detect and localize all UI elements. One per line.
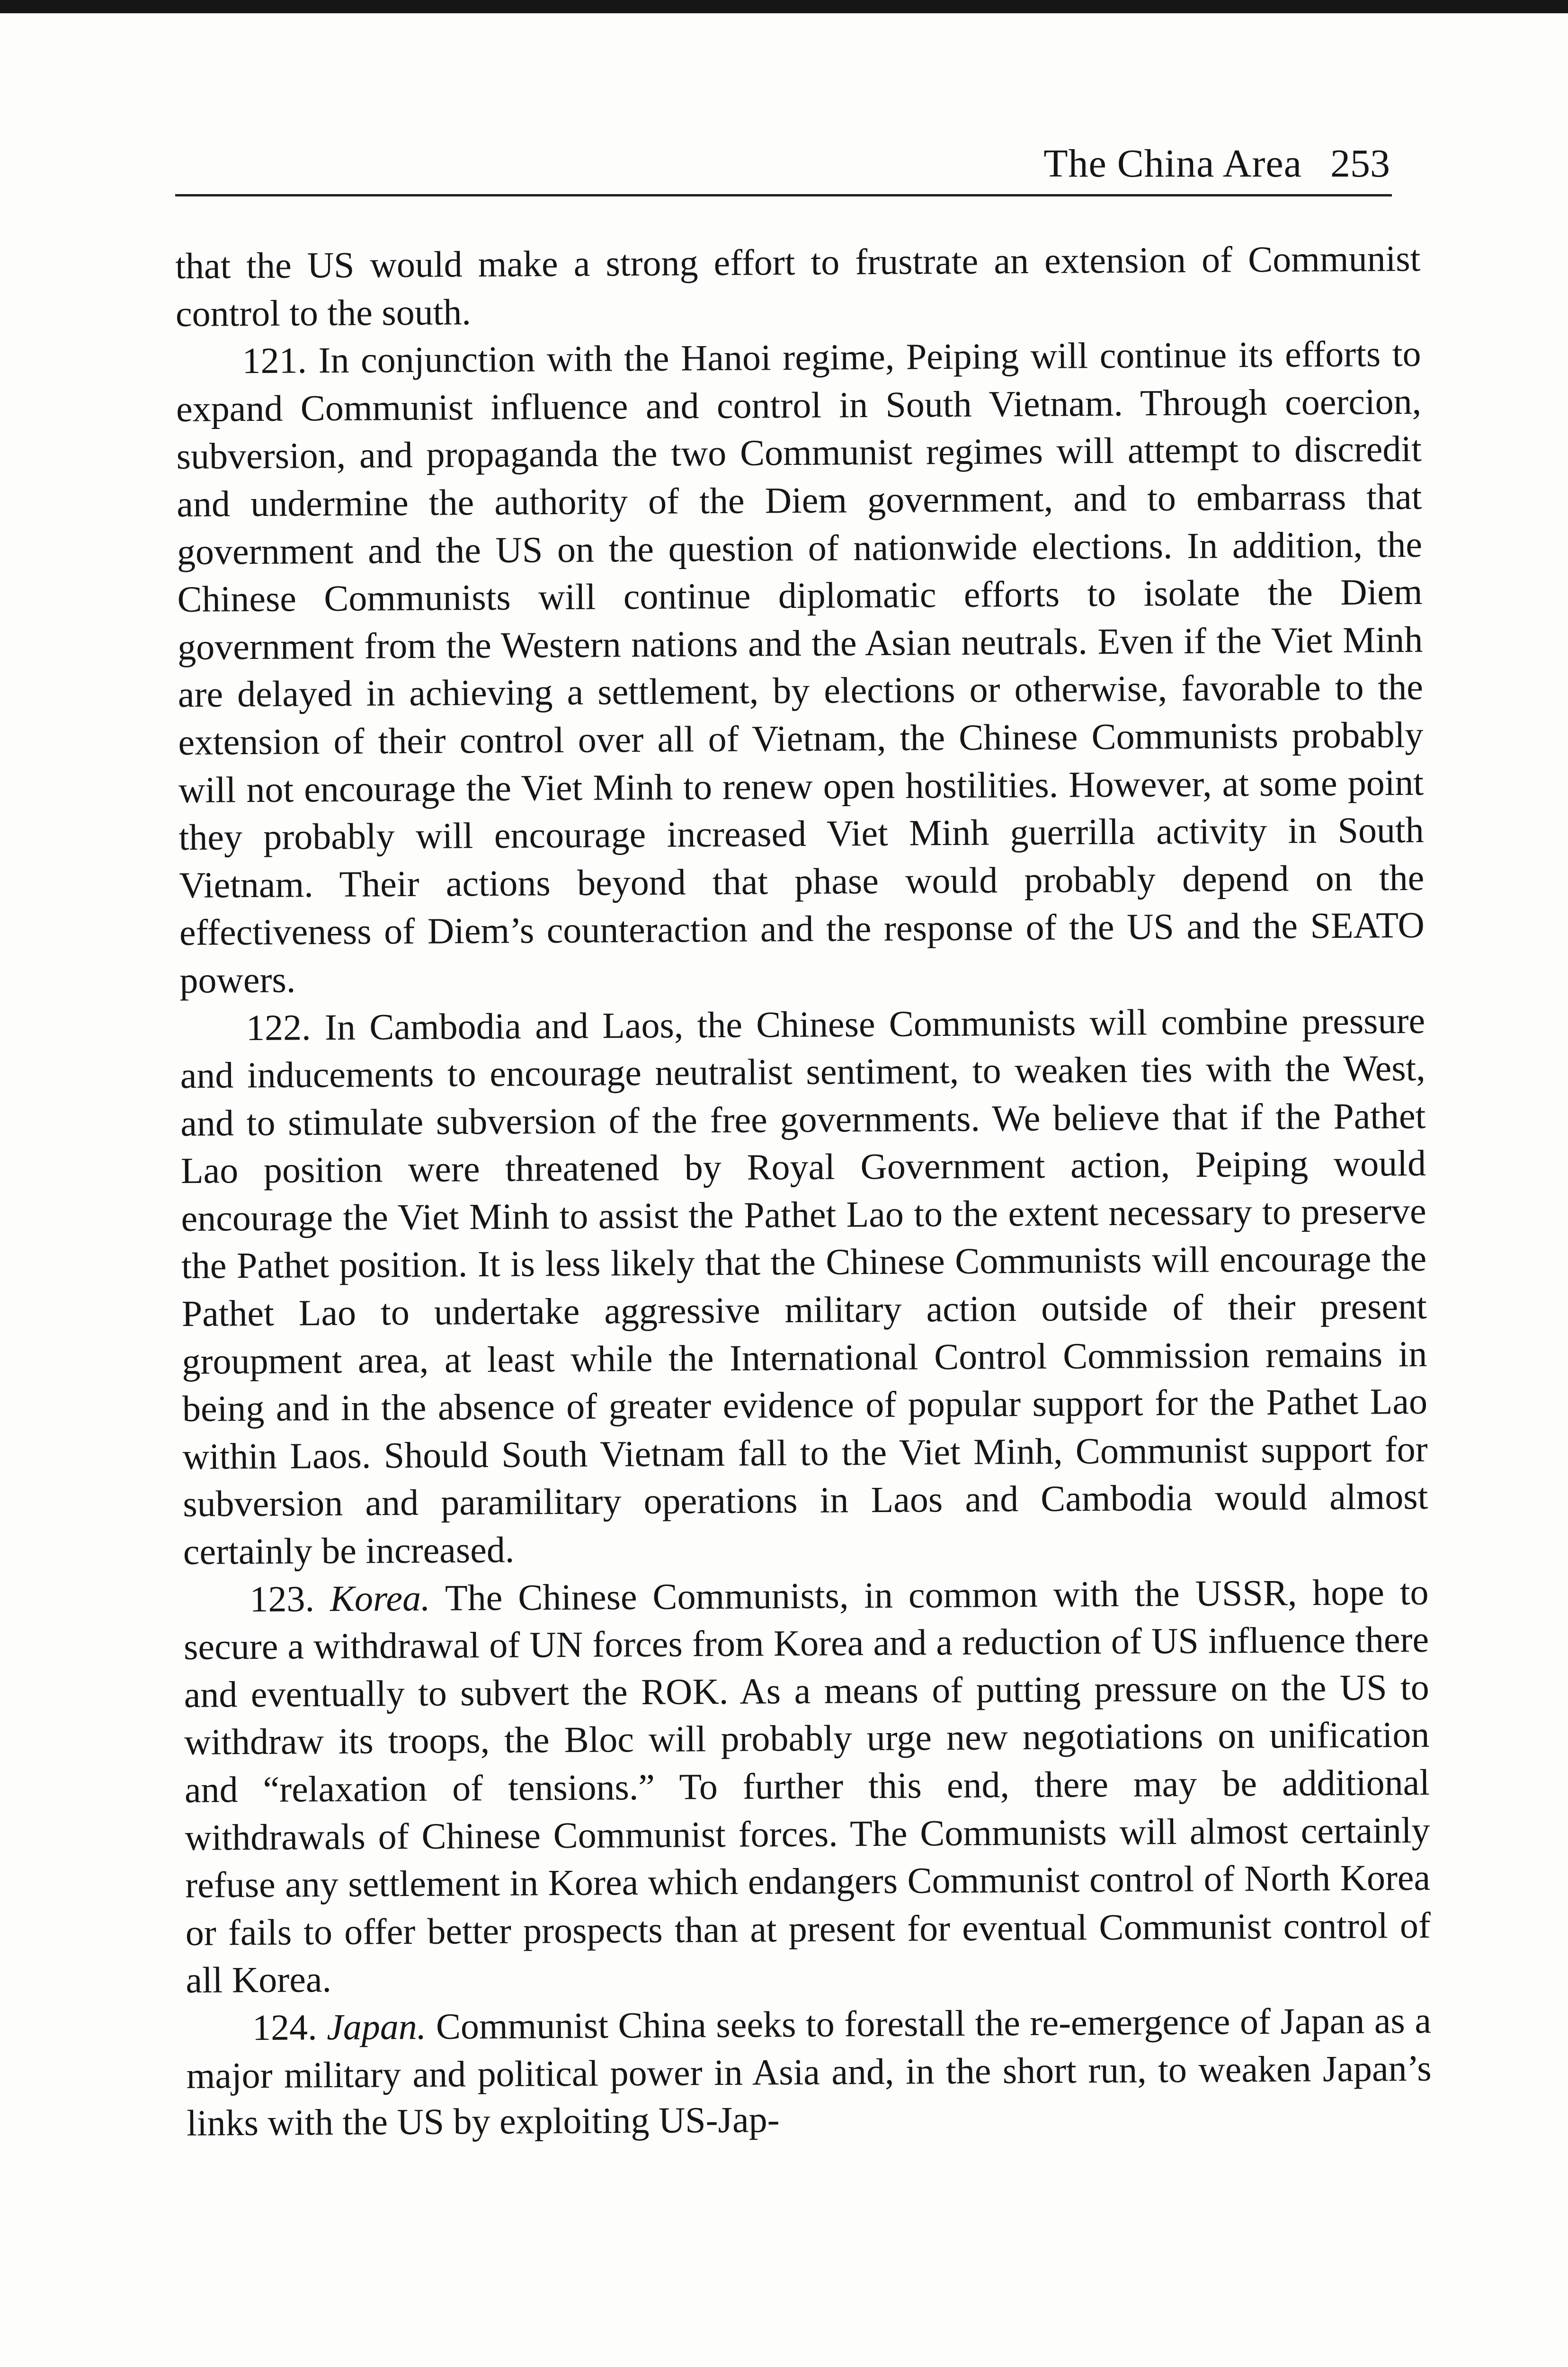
- paragraph-123: [183, 1568, 1431, 2004]
- page-number: 253: [1330, 142, 1390, 186]
- paragraph-number: 123.: [249, 1577, 315, 1620]
- paragraph-heading: Korea.: [330, 1577, 430, 1619]
- paragraph-text: Communist China seeks to forestall the re-emergence of Japan as a major military and political power in Asia and, in the short run, to weaken Japan’s links with the US by exploiting US-Jap-: [186, 1999, 1432, 2144]
- paragraph-heading: Japan.: [326, 2005, 427, 2048]
- paragraph-121: [176, 330, 1425, 1004]
- paragraph-122: [180, 997, 1428, 1575]
- paragraph-number: 122.: [246, 1006, 311, 1048]
- body-text: [175, 235, 1432, 2147]
- paragraph-text: that the US would make a strong effort to frustrate an extension of Communist control to the south.: [175, 237, 1421, 334]
- paragraph-text: The Chinese Communists, in common with the USSR, hope to secure a withdrawal of UN forces from Korea and a reduction of US influence there and eventually to subvert the ROK. As a means of putting pressure on the US to withdraw its troops, the Bloc will probably urge new negotiations on unification and “relaxation of tensions.” To further this end, there may be additional withdrawals of Chinese Communist forces. The Communists will almost certainly refuse any settlement in Korea which endangers Communist control of North Korea or fails to offer better prospects than at present for eventual Communist control of all Korea.: [183, 1571, 1431, 2001]
- paragraph-number: 121.: [242, 339, 307, 382]
- paragraph-number: 124.: [252, 2006, 317, 2048]
- header-rule: [175, 194, 1392, 196]
- scan-top-edge: [0, 0, 1568, 13]
- running-head: The China Area: [1043, 142, 1302, 186]
- paragraph-continued: [175, 235, 1421, 338]
- paragraph-text: In Cambodia and Laos, the Chinese Communists will combine pressure and inducements to encourage neutralist sentiment, to weaken ties with the West, and to stimulate subversion of the free governments. We believe that if the Pathet Lao position were threatened by Royal Government action, Peiping would encourage the Viet Minh to assist the Pathet Lao to the extent necessary to preserve the Pathet position. It is less likely that the Chinese Communists will encourage the Pathet Lao to undertake aggressive military action outside of their present groupment area, at least while the International Control Commission remains in being and in the absence of greater evidence of popular support for the Pathet Lao within Laos. Should South Vietnam fall to the Viet Minh, Communist support for subversion and paramilitary operations in Laos and Cambodia would almost certainly be increased.: [180, 999, 1428, 1572]
- page-header: [175, 138, 1392, 200]
- paragraph-text: In conjunction with the Hanoi regime, Peiping will continue its efforts to expand Communist influence and control in South Vietnam. Through coercion, subversion, and propaganda the two Communist regimes will attempt to discredit and undermine the authority of the Diem government, and to embarrass that government and the US on the question of nationwide elections. In addition, the Chinese Communists will continue diplomatic efforts to isolate the Diem government from the Western nations and the Asian neutrals. Even if the Viet Minh are delayed in achieving a settlement, by elections or otherwise, favorable to the extension of their control over all of Vietnam, the Chinese Communists probably will not encourage the Viet Minh to renew open hostilities. However, at some point they probably will encourage increased Viet Minh guerrilla activity in South Vietnam. Their actions beyond that phase would probably depend on the effectiveness of Diem’s counteraction and the response of the US and the SEATO powers.: [176, 333, 1425, 1001]
- paragraph-124: [186, 1997, 1432, 2147]
